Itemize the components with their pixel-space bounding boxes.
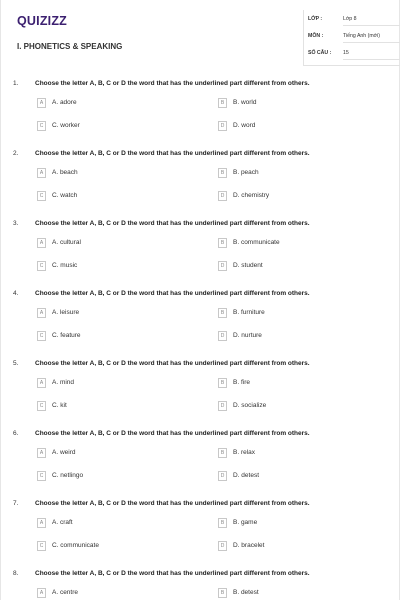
option-label: A. craft — [52, 519, 73, 526]
option-letter-box: A — [37, 518, 46, 528]
option-label: B. peach — [233, 169, 259, 176]
option-a[interactable] — [37, 518, 187, 530]
info-row-class — [308, 16, 400, 30]
option-letter-box: B — [218, 98, 227, 108]
option-d[interactable] — [218, 401, 368, 413]
info-value: Tiếng Anh (mới) — [343, 33, 380, 39]
info-row-count — [308, 50, 400, 64]
option-d[interactable] — [218, 261, 368, 273]
option-label: D. word — [233, 122, 256, 129]
option-c[interactable] — [37, 471, 187, 483]
info-box — [303, 10, 400, 66]
option-letter-box: A — [37, 588, 46, 598]
question-text: Choose the letter A, B, C or D the word that has the underlined part different from others. — [35, 290, 310, 297]
option-c[interactable] — [37, 541, 187, 553]
info-label: MÔN : — [308, 33, 324, 39]
option-a[interactable] — [37, 588, 187, 600]
option-label: B. communicate — [233, 239, 280, 246]
question-number: 6. — [13, 430, 19, 437]
option-letter-box: B — [218, 588, 227, 598]
option-label: C. watch — [52, 192, 78, 199]
option-d[interactable] — [218, 541, 368, 553]
option-letter-box: D — [218, 471, 227, 481]
option-letter-box: C — [37, 191, 46, 201]
option-letter-box: B — [218, 238, 227, 248]
question-text: Choose the letter A, B, C or D the word that has the underlined part different from others. — [35, 430, 310, 437]
question-number: 5. — [13, 360, 19, 367]
info-label: LỚP : — [308, 16, 323, 22]
option-label: D. socialize — [233, 402, 267, 409]
option-b[interactable] — [218, 168, 368, 180]
option-letter-box: B — [218, 448, 227, 458]
option-label: A. cultural — [52, 239, 81, 246]
question-8 — [1, 564, 400, 600]
option-letter-box: B — [218, 168, 227, 178]
option-letter-box: D — [218, 331, 227, 341]
option-label: C. feature — [52, 332, 81, 339]
option-c[interactable] — [37, 401, 187, 413]
info-underline — [343, 42, 400, 43]
question-list — [1, 74, 400, 600]
info-value: 15 — [343, 50, 349, 56]
option-label: D. bracelet — [233, 542, 265, 549]
quizizz-logo: QUIZIZZ — [17, 14, 68, 28]
option-letter-box: C — [37, 331, 46, 341]
question-number: 2. — [13, 150, 19, 157]
option-label: B. relax — [233, 449, 256, 456]
question-text: Choose the letter A, B, C or D the word that has the underlined part different from others. — [35, 570, 310, 577]
question-1 — [1, 74, 400, 144]
info-underline — [343, 25, 400, 26]
option-d[interactable] — [218, 331, 368, 343]
option-a[interactable] — [37, 168, 187, 180]
option-b[interactable] — [218, 518, 368, 530]
option-a[interactable] — [37, 98, 187, 110]
option-d[interactable] — [218, 191, 368, 203]
worksheet-header — [17, 10, 391, 68]
section-title: I. PHONETICS & SPEAKING — [17, 42, 123, 51]
option-label: B. world — [233, 99, 257, 106]
option-letter-box: C — [37, 541, 46, 551]
option-label: A. centre — [52, 589, 79, 596]
option-letter-box: A — [37, 168, 46, 178]
option-label: B. detest — [233, 589, 259, 596]
option-label: B. game — [233, 519, 258, 526]
option-label: B. furniture — [233, 309, 265, 316]
option-d[interactable] — [218, 121, 368, 133]
option-label: D. detest — [233, 472, 260, 479]
option-label: C. music — [52, 262, 78, 269]
question-text: Choose the letter A, B, C or D the word that has the underlined part different from others. — [35, 220, 310, 227]
question-number: 4. — [13, 290, 19, 297]
option-letter-box: D — [218, 121, 227, 131]
option-c[interactable] — [37, 331, 187, 343]
option-letter-box: B — [218, 308, 227, 318]
option-letter-box: C — [37, 471, 46, 481]
option-letter-box: C — [37, 401, 46, 411]
option-a[interactable] — [37, 238, 187, 250]
option-label: A. mind — [52, 379, 75, 386]
info-value: Lớp 8 — [343, 16, 357, 22]
question-number: 1. — [13, 80, 19, 87]
question-number: 7. — [13, 500, 19, 507]
question-3 — [1, 214, 400, 284]
option-b[interactable] — [218, 588, 368, 600]
option-letter-box: C — [37, 121, 46, 131]
option-letter-box: D — [218, 541, 227, 551]
option-c[interactable] — [37, 261, 187, 273]
question-2 — [1, 144, 400, 214]
option-label: C. communicate — [52, 542, 99, 549]
option-b[interactable] — [218, 238, 368, 250]
option-letter-box: A — [37, 378, 46, 388]
question-4 — [1, 284, 400, 354]
option-letter-box: D — [218, 261, 227, 271]
option-b[interactable] — [218, 378, 368, 390]
option-label: A. beach — [52, 169, 78, 176]
question-number: 8. — [13, 570, 19, 577]
option-b[interactable] — [218, 308, 368, 320]
info-label: SỐ CÂU : — [308, 50, 332, 56]
option-label: C. netlingo — [52, 472, 84, 479]
option-label: D. chemistry — [233, 192, 270, 199]
option-label: D. nurture — [233, 332, 262, 339]
option-label: C. kit — [52, 402, 67, 409]
option-a[interactable] — [37, 378, 187, 390]
option-letter-box: B — [218, 518, 227, 528]
info-row-subject — [308, 33, 400, 47]
option-letter-box: C — [37, 261, 46, 271]
info-underline — [343, 59, 400, 60]
option-label: A. adore — [52, 99, 77, 106]
option-label: A. weird — [52, 449, 76, 456]
option-c[interactable] — [37, 121, 187, 133]
option-letter-box: B — [218, 378, 227, 388]
option-d[interactable] — [218, 471, 368, 483]
question-number: 3. — [13, 220, 19, 227]
option-letter-box: D — [218, 401, 227, 411]
option-c[interactable] — [37, 191, 187, 203]
option-a[interactable] — [37, 448, 187, 460]
option-label: D. student — [233, 262, 263, 269]
question-text: Choose the letter A, B, C or D the word that has the underlined part different from others. — [35, 360, 310, 367]
question-5 — [1, 354, 400, 424]
option-letter-box: A — [37, 308, 46, 318]
option-letter-box: A — [37, 238, 46, 248]
option-letter-box: A — [37, 98, 46, 108]
question-7 — [1, 494, 400, 564]
option-b[interactable] — [218, 448, 368, 460]
question-6 — [1, 424, 400, 494]
option-label: B. fire — [233, 379, 250, 386]
option-a[interactable] — [37, 308, 187, 320]
option-letter-box: A — [37, 448, 46, 458]
option-b[interactable] — [218, 98, 368, 110]
question-text: Choose the letter A, B, C or D the word that has the underlined part different from others. — [35, 80, 310, 87]
option-label: A. leisure — [52, 309, 80, 316]
question-text: Choose the letter A, B, C or D the word that has the underlined part different from others. — [35, 150, 310, 157]
option-label: C. worker — [52, 122, 80, 129]
option-letter-box: D — [218, 191, 227, 201]
question-text: Choose the letter A, B, C or D the word that has the underlined part different from others. — [35, 500, 310, 507]
